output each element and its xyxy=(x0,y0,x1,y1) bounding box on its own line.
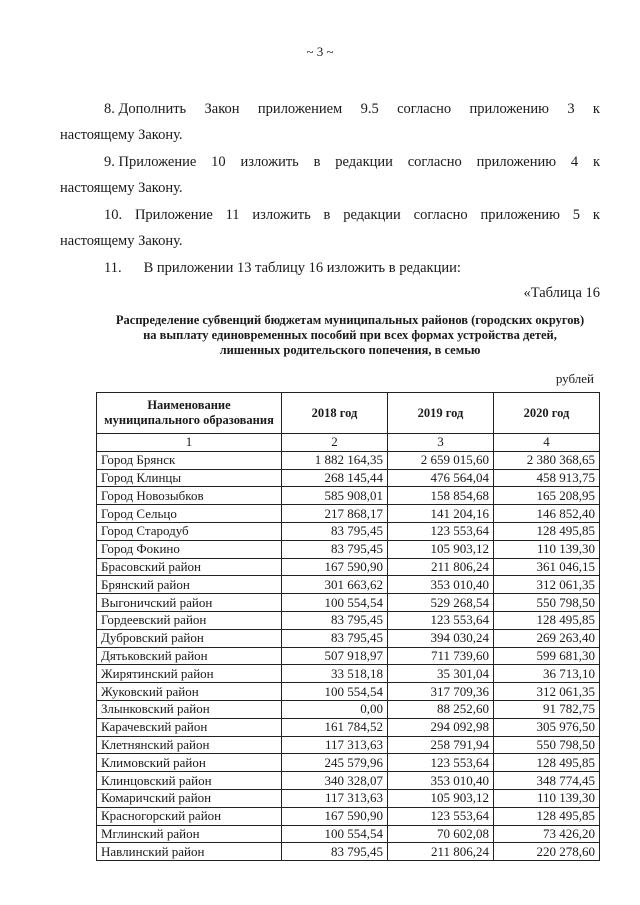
table-row xyxy=(97,843,600,861)
table-row xyxy=(97,505,600,523)
amount-cell: 128 495,85 xyxy=(494,522,600,540)
table-row xyxy=(97,807,600,825)
table-row xyxy=(97,451,600,469)
table-row xyxy=(97,754,600,772)
amount-cell: 88 252,60 xyxy=(388,700,494,718)
municipality-cell: Город Фокино xyxy=(97,540,282,558)
amount-cell: 2 659 015,60 xyxy=(388,451,494,469)
word: приложением xyxy=(257,101,343,117)
municipality-cell: Брасовский район xyxy=(97,558,282,576)
municipality-cell: Клетнянский район xyxy=(97,736,282,754)
paragraph-9-line2: настоящему Закону. xyxy=(60,180,183,196)
municipality-cell: Клинцовский район xyxy=(97,772,282,790)
word: в xyxy=(323,207,331,223)
header-2019: 2019 год xyxy=(388,393,494,434)
word: редакции xyxy=(343,207,401,223)
table-row xyxy=(97,540,600,558)
amount-cell: 167 590,90 xyxy=(282,558,388,576)
municipality-cell: Злынковский район xyxy=(97,700,282,718)
amount-cell: 123 553,64 xyxy=(388,611,494,629)
municipality-cell: Выгоничский район xyxy=(97,594,282,612)
amount-cell: 123 553,64 xyxy=(388,807,494,825)
amount-cell: 83 795,45 xyxy=(282,522,388,540)
amount-cell: 268 145,44 xyxy=(282,469,388,487)
amount-cell: 0,00 xyxy=(282,700,388,718)
table-row xyxy=(97,718,600,736)
amount-cell: 83 795,45 xyxy=(282,843,388,861)
municipality-cell: Навлинский район xyxy=(97,843,282,861)
municipality-cell: Дубровский район xyxy=(97,629,282,647)
table-row xyxy=(97,683,600,701)
table-row xyxy=(97,558,600,576)
word: к xyxy=(592,101,600,117)
amount-cell: 36 713,10 xyxy=(494,665,600,683)
paragraph-10-line2: настоящему Закону. xyxy=(60,233,183,249)
amount-cell: 1 882 164,35 xyxy=(282,451,388,469)
municipality-cell: Дятьковский район xyxy=(97,647,282,665)
municipality-cell: Город Новозыбков xyxy=(97,487,282,505)
municipality-cell: Город Сельцо xyxy=(97,505,282,523)
amount-cell: 217 868,17 xyxy=(282,505,388,523)
column-number: 2 xyxy=(282,434,388,452)
table-row xyxy=(97,594,600,612)
table-row xyxy=(97,665,600,683)
word: 5 xyxy=(572,207,581,223)
amount-cell: 128 495,85 xyxy=(494,807,600,825)
amount-cell: 2 380 368,65 xyxy=(494,451,600,469)
amount-cell: 353 010,40 xyxy=(388,576,494,594)
amount-cell: 100 554,54 xyxy=(282,683,388,701)
amount-cell: 146 852,40 xyxy=(494,505,600,523)
paragraph-8-line1 xyxy=(104,98,600,120)
amount-cell: 711 739,60 xyxy=(388,647,494,665)
table-row xyxy=(97,700,600,718)
word: к xyxy=(592,207,600,223)
amount-cell: 70 602,08 xyxy=(388,825,494,843)
word: приложению xyxy=(469,101,549,117)
word: 4 xyxy=(570,154,579,170)
amount-cell: 158 854,68 xyxy=(388,487,494,505)
header-2018: 2018 год xyxy=(282,393,388,434)
table-row xyxy=(97,629,600,647)
word: 9.5 xyxy=(360,101,379,117)
amount-cell: 83 795,45 xyxy=(282,611,388,629)
paragraph-10-line1 xyxy=(104,204,600,226)
paragraph-11-number: 11. xyxy=(104,260,122,276)
page-number: ~ 3 ~ xyxy=(306,44,334,59)
amount-cell: 33 518,18 xyxy=(282,665,388,683)
amount-cell: 91 782,75 xyxy=(494,700,600,718)
table-row xyxy=(97,611,600,629)
amount-cell: 73 426,20 xyxy=(494,825,600,843)
word: Закон xyxy=(204,101,240,117)
amount-cell: 105 903,12 xyxy=(388,789,494,807)
amount-cell: 353 010,40 xyxy=(388,772,494,790)
municipality-cell: Мглинский район xyxy=(97,825,282,843)
column-number: 4 xyxy=(494,434,600,452)
amount-cell: 105 903,12 xyxy=(388,540,494,558)
municipality-cell: Брянский район xyxy=(97,576,282,594)
amount-cell: 141 204,16 xyxy=(388,505,494,523)
amount-cell: 100 554,54 xyxy=(282,825,388,843)
paragraph-8 xyxy=(104,98,600,120)
amount-cell: 128 495,85 xyxy=(494,611,600,629)
municipality-cell: Город Клинцы xyxy=(97,469,282,487)
amount-cell: 258 791,94 xyxy=(388,736,494,754)
paragraph-8-line2: настоящему Закону. xyxy=(60,127,183,143)
municipality-cell: Город Стародуб xyxy=(97,522,282,540)
word: 11 xyxy=(225,207,240,223)
amount-cell: 128 495,85 xyxy=(494,754,600,772)
table-header-row xyxy=(97,393,600,434)
caption-line: лишенных родительского попечения, в семью xyxy=(219,343,481,357)
amount-cell: 312 061,35 xyxy=(494,683,600,701)
amount-cell: 585 908,01 xyxy=(282,487,388,505)
municipality-cell: Жуковский район xyxy=(97,683,282,701)
word: приложению xyxy=(480,207,560,223)
municipality-cell: Климовский район xyxy=(97,754,282,772)
table-row xyxy=(97,825,600,843)
amount-cell: 294 092,98 xyxy=(388,718,494,736)
amount-cell: 301 663,62 xyxy=(282,576,388,594)
word: редакции xyxy=(335,154,393,170)
amount-cell: 507 918,97 xyxy=(282,647,388,665)
column-number: 1 xyxy=(97,434,282,452)
amount-cell: 110 139,30 xyxy=(494,789,600,807)
subventions-table xyxy=(96,392,600,861)
paragraph-11 xyxy=(104,257,600,279)
amount-cell: 340 328,07 xyxy=(282,772,388,790)
caption-line: на выплату единовременных пособий при всех формах устройства детей, xyxy=(143,328,557,342)
table-row xyxy=(97,469,600,487)
amount-cell: 35 301,04 xyxy=(388,665,494,683)
word: согласно xyxy=(397,101,452,117)
municipality-cell: Жирятинский район xyxy=(97,665,282,683)
word: согласно xyxy=(413,207,468,223)
amount-cell: 117 313,63 xyxy=(282,789,388,807)
amount-cell: 529 268,54 xyxy=(388,594,494,612)
word: изложить xyxy=(240,154,299,170)
municipality-cell: Комаричский район xyxy=(97,789,282,807)
amount-cell: 348 774,45 xyxy=(494,772,600,790)
caption-line: Распределение субвенций бюджетам муниципальных районов (городских округов) xyxy=(115,313,585,327)
amount-cell: 117 313,63 xyxy=(282,736,388,754)
amount-cell: 245 579,96 xyxy=(282,754,388,772)
word: 9. Приложение xyxy=(104,154,197,170)
word: приложению xyxy=(476,154,557,170)
amount-cell: 269 263,40 xyxy=(494,629,600,647)
amount-cell: 100 554,54 xyxy=(282,594,388,612)
table-label: «Таблица 16 xyxy=(523,285,600,301)
amount-cell: 123 553,64 xyxy=(388,754,494,772)
amount-cell: 220 278,60 xyxy=(494,843,600,861)
word: Приложение xyxy=(134,207,213,223)
municipality-cell: Гордеевский район xyxy=(97,611,282,629)
word: изложить xyxy=(252,207,311,223)
amount-cell: 550 798,50 xyxy=(494,594,600,612)
amount-cell: 161 784,52 xyxy=(282,718,388,736)
column-number: 3 xyxy=(388,434,494,452)
amount-cell: 312 061,35 xyxy=(494,576,600,594)
header-2020: 2020 год xyxy=(494,393,600,434)
table-row xyxy=(97,789,600,807)
table-row xyxy=(97,487,600,505)
word: согласно xyxy=(407,154,462,170)
header-municipality: Наименование муниципального образования xyxy=(97,393,282,434)
amount-cell: 165 208,95 xyxy=(494,487,600,505)
amount-cell: 394 030,24 xyxy=(388,629,494,647)
amount-cell: 110 139,30 xyxy=(494,540,600,558)
amount-cell: 361 046,15 xyxy=(494,558,600,576)
table-row xyxy=(97,647,600,665)
table-row xyxy=(97,736,600,754)
table-row xyxy=(97,576,600,594)
table-row xyxy=(97,522,600,540)
paragraph-10 xyxy=(104,204,600,226)
word: 10 xyxy=(211,154,226,170)
word: в xyxy=(313,154,321,170)
amount-cell: 211 806,24 xyxy=(388,558,494,576)
municipality-cell: Город Брянск xyxy=(97,451,282,469)
amount-cell: 167 590,90 xyxy=(282,807,388,825)
amount-cell: 476 564,04 xyxy=(388,469,494,487)
word: 3 xyxy=(567,101,575,117)
amount-cell: 83 795,45 xyxy=(282,540,388,558)
amount-cell: 599 681,30 xyxy=(494,647,600,665)
paragraph-9-line1 xyxy=(104,151,600,173)
municipality-cell: Карачевский район xyxy=(97,718,282,736)
units-label: рублей xyxy=(555,371,594,386)
amount-cell: 211 806,24 xyxy=(388,843,494,861)
word: к xyxy=(592,154,600,170)
amount-cell: 83 795,45 xyxy=(282,629,388,647)
table-row xyxy=(97,772,600,790)
amount-cell: 550 798,50 xyxy=(494,736,600,754)
amount-cell: 317 709,36 xyxy=(388,683,494,701)
paragraph-11-text: В приложении 13 таблицу 16 изложить в редакции: xyxy=(143,260,461,276)
amount-cell: 123 553,64 xyxy=(388,522,494,540)
table-caption xyxy=(96,313,604,358)
amount-cell: 305 976,50 xyxy=(494,718,600,736)
word: 10. xyxy=(104,207,123,223)
table-body xyxy=(97,451,600,860)
amount-cell: 458 913,75 xyxy=(494,469,600,487)
municipality-cell: Красногорский район xyxy=(97,807,282,825)
column-number-row xyxy=(97,434,600,452)
paragraph-9 xyxy=(104,151,600,173)
word: 8. Дополнить xyxy=(104,101,187,117)
